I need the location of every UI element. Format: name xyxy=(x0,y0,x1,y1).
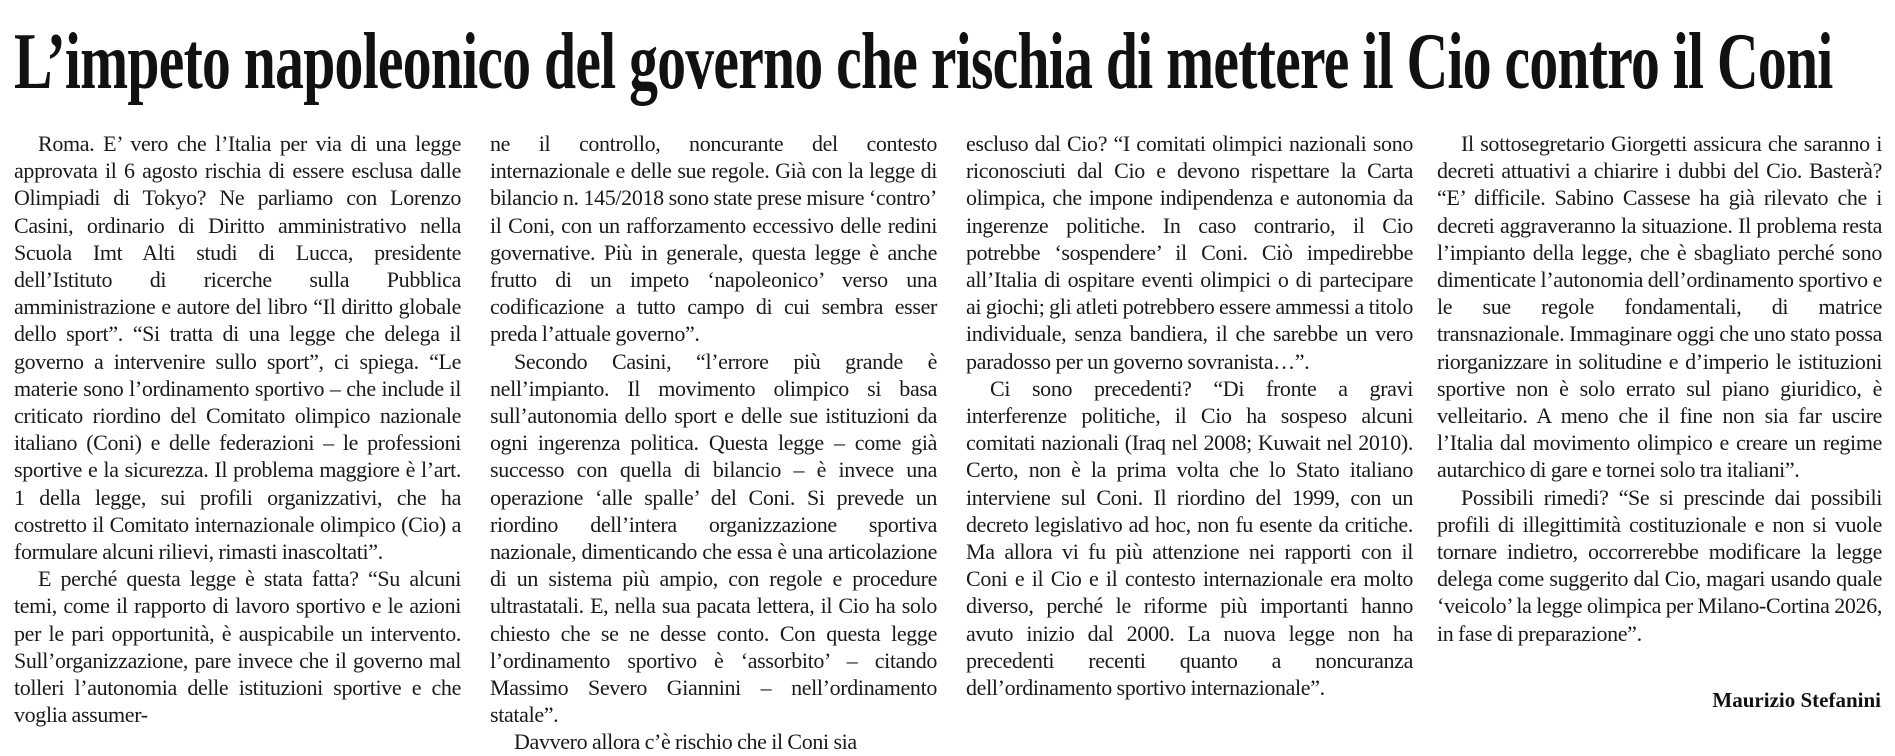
paragraph: ne il controllo, noncurante del contesto internazionale e delle sue regole. Già con la legge di bilancio n. 145/2018 sono state prese misure ‘contro’ il Coni, con un rafforzamento eccessivo delle redini governative. Più in generale, questa legge è anche frutto di un impeto ‘napoleonico’ verso una codificazione a tutto campo di cui sembra esser preda l’attuale governo”. xyxy=(490,131,937,347)
paragraph: Possibili rimedi? “Se si prescinde dai possibili profili di illegittimità costituzionale e non si vuole tornare indietro, occorrerebbe modificare la legge delega come suggerito dal Cio, magari usando quale ‘veicolo’ la legge olimpica per Milano-Cortina 2026, in fase di preparazione”. xyxy=(1437,484,1882,646)
paragraph: Ci sono precedenti? “Di fronte a gravi interferenze politiche, il Cio ha sospeso alcuni comitati nazionali (Iraq nel 2008; Kuwait nel 2010). Certo, non è la prima volta che lo Stato italiano interviene sul Coni. Il riordino del 1999, con un decreto legislativo ad hoc, non fu esente da critiche. Ma allora vi fu più attenzione nei rapporti con il Coni e il Cio e il contesto internazionale era molto diverso, perché le riforme più importanti hanno avuto inizio dal 2000. La nuova legge non ha precedenti recenti quanto a noncuranza dell’ordinamento sportivo internazionale”. xyxy=(966,375,1413,701)
paragraph: Davvero allora c’è rischio che il Coni sia xyxy=(514,729,857,755)
article-column-3 xyxy=(966,130,1413,701)
article-column-2 xyxy=(490,130,937,756)
paragraph: Secondo Casini, “l’errore più grande è nell’impianto. Il movimento olimpico si basa sull’autonomia dello sport e delle sue istituzioni da ogni ingerenza politica. Questa legge – come già successo con quella di bilancio – è invece una operazione ‘alle spalle’ del Coni. Si prevede un riordino dell’intera organizzazione sportiva nazionale, dimenticando che essa è una articolazione di un sistema più ampio, con regole e procedure ultrastatali. E, nella sua pacata lettera, il Cio ha solo chiesto che se ne desse conto. Con questa legge l’ordinamento sportivo è ‘assorbito’ – citando Massimo Severo Giannini – nell’ordinamento statale”. xyxy=(490,348,937,728)
paragraph: Roma. E’ vero che l’Italia per via di una legge approvata il 6 agosto rischia di essere esclusa dalle Olimpiadi di Tokyo? Ne parliamo con Lorenzo Casini, ordinario di Diritto amministrativo nella Scuola Imt Alti studi di Lucca, presidente dell’Istituto di ricerche sulla Pubblica amministrazione e autore del libro “Il diritto globale dello sport”. “Si tratta di una legge che delega il governo a intervenire sullo sport”, ci spiega. “Le materie sono l’ordinamento sportivo – che include il criticato riordino del Comitato olimpico nazionale italiano (Coni) e delle federazioni – le professioni sportive e la sicurezza. Il problema maggiore è l’art. 1 della legge, sui profili organizzativi, che ha costretto il Comitato internazionale olimpico (Cio) a formulare alcuni rilievi, rimasti inascoltati”. xyxy=(14,131,461,565)
author-byline: Maurizio Stefanini xyxy=(1712,688,1881,712)
article-column-1 xyxy=(14,130,461,728)
article-column-4 xyxy=(1437,130,1882,647)
headline: L’impeto napoleonico del governo che rischia di mettere il Cio contro il Coni xyxy=(14,18,1833,106)
paragraph: E perché questa legge è stata fatta? “Su alcuni temi, come il rapporto di lavoro sportivo e le azioni per le pari opportunità, è auspicabile un intervento. Sull’organizzazione, pare invece che il governo mal tolleri l’autonomia delle istituzioni sportive e che voglia assumer- xyxy=(14,566,461,728)
paragraph: Il sottosegretario Giorgetti assicura che saranno i decreti attuativi a chiarire i dubbi del Cio. Basterà? “E’ difficile. Sabino Cassese ha già rilevato che i decreti aggraveranno la situazione. Il problema resta l’impianto della legge, che è sbagliato perché sono dimenticate l’autonomia dell’ordinamento sportivo e le sue regole fondamentali, di matrice transnazionale. Immaginare oggi che uno stato possa riorganizzare in solitudine e d’imperio le istituzioni sportive non è solo errato sul piano giuridico, è velleitario. A meno che il fine non sia far uscire l’Italia dal movimento olimpico e creare un regime autarchico di gare e tornei solo tra italiani”. xyxy=(1437,131,1882,483)
paragraph: escluso dal Cio? “I comitati olimpici nazionali sono riconosciuti dal Cio e devono rispettare la Carta olimpica, che impone indipendenza e autonomia da ingerenze politiche. In caso contrario, il Cio potrebbe ‘sospendere’ il Coni. Ciò impedirebbe all’Italia di ospitare eventi olimpici o di partecipare ai giochi; gli atleti potrebbero essere ammessi a titolo individuale, senza bandiera, il che sarebbe un vero paradosso per un governo sovranista…”. xyxy=(966,131,1413,374)
